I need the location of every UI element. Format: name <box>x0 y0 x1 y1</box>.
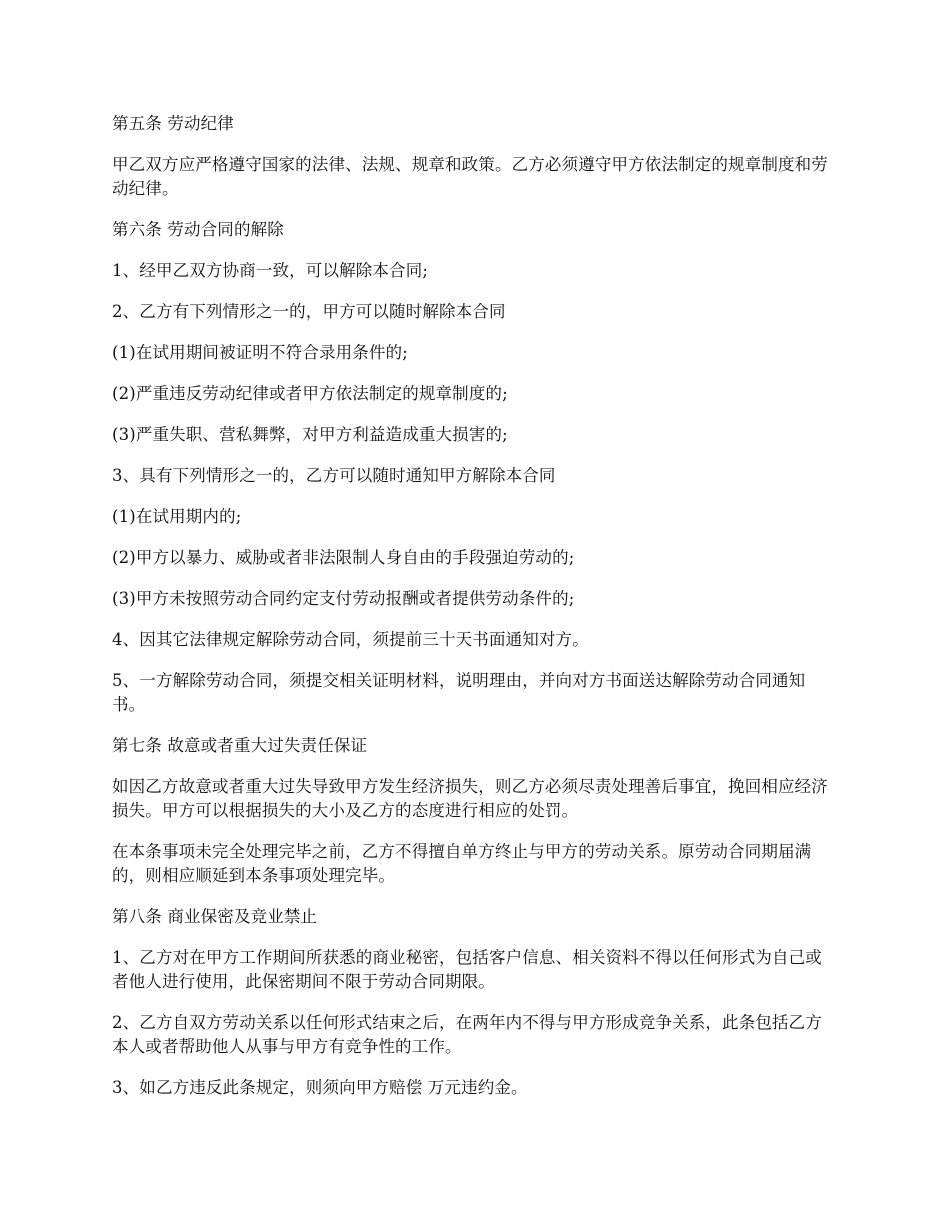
article-8-clause-3: 3、如乙方违反此条规定，则须向甲方赔偿 万元违约金。 <box>112 1078 528 1097</box>
article-6-clause-3-item-2: (2)甲方以暴力、威胁或者非法限制人身自由的手段强迫劳动的; <box>112 548 575 567</box>
article-8-clause-1: 1、乙方对在甲方工作期间所获悉的商业秘密，包括客户信息、相关资料不得以任何形式为自己或者他人进行使用，此保密期间不限于劳动合同期限。 <box>112 948 822 991</box>
article-6-heading: 第六条 劳动合同的解除 <box>112 220 284 239</box>
article-6-clause-2: 2、乙方有下列情形之一的，甲方可以随时解除本合同 <box>112 302 506 321</box>
document-page <box>112 112 838 1117</box>
article-8-clause-2: 2、乙方自双方劳动关系以任何形式结束之后，在两年内不得与甲方形成竞争关系，此条包括乙方本人或者帮助他人从事与甲方有竞争性的工作。 <box>112 1013 822 1056</box>
article-6-clause-2-item-3: (3)严重失职、营私舞弊，对甲方利益造成重大损害的; <box>112 425 508 444</box>
article-6-clause-3-item-1: (1)在试用期内的; <box>112 507 242 526</box>
article-6-clause-2-item-2: (2)严重违反劳动纪律或者甲方依法制定的规章制度的; <box>112 384 508 403</box>
article-6-clause-4: 4、因其它法律规定解除劳动合同，须提前三十天书面通知对方。 <box>112 630 589 649</box>
article-7-body-1: 如因乙方故意或者重大过失导致甲方发生经济损失，则乙方必须尽责处理善后事宜，挽回相应经济损失。甲方可以根据损失的大小及乙方的态度进行相应的处罚。 <box>112 777 828 820</box>
article-6-clause-5: 5、一方解除劳动合同，须提交相关证明材料，说明理由，并向对方书面送达解除劳动合同通知书。 <box>112 671 806 714</box>
article-7-body-2: 在本条事项未完全处理完毕之前，乙方不得擅自单方终止与甲方的劳动关系。原劳动合同期届满的，则相应顺延到本条事项处理完毕。 <box>112 842 812 885</box>
article-6-clause-3-item-3: (3)甲方未按照劳动合同约定支付劳动报酬或者提供劳动条件的; <box>112 589 575 608</box>
article-5-body: 甲乙双方应严格遵守国家的法律、法规、规章和政策。乙方必须遵守甲方依法制定的规章制度和劳动纪律。 <box>112 155 828 198</box>
article-6-clause-2-item-1: (1)在试用期间被证明不符合录用条件的; <box>112 343 408 362</box>
article-5-heading: 第五条 劳动纪律 <box>112 114 234 133</box>
article-6-clause-1: 1、经甲乙双方协商一致，可以解除本合同; <box>112 261 429 280</box>
article-8-heading: 第八条 商业保密及竞业禁止 <box>112 907 318 926</box>
article-7-heading: 第七条 故意或者重大过失责任保证 <box>112 736 368 755</box>
article-6-clause-3: 3、具有下列情形之一的，乙方可以随时通知甲方解除本合同 <box>112 466 556 485</box>
